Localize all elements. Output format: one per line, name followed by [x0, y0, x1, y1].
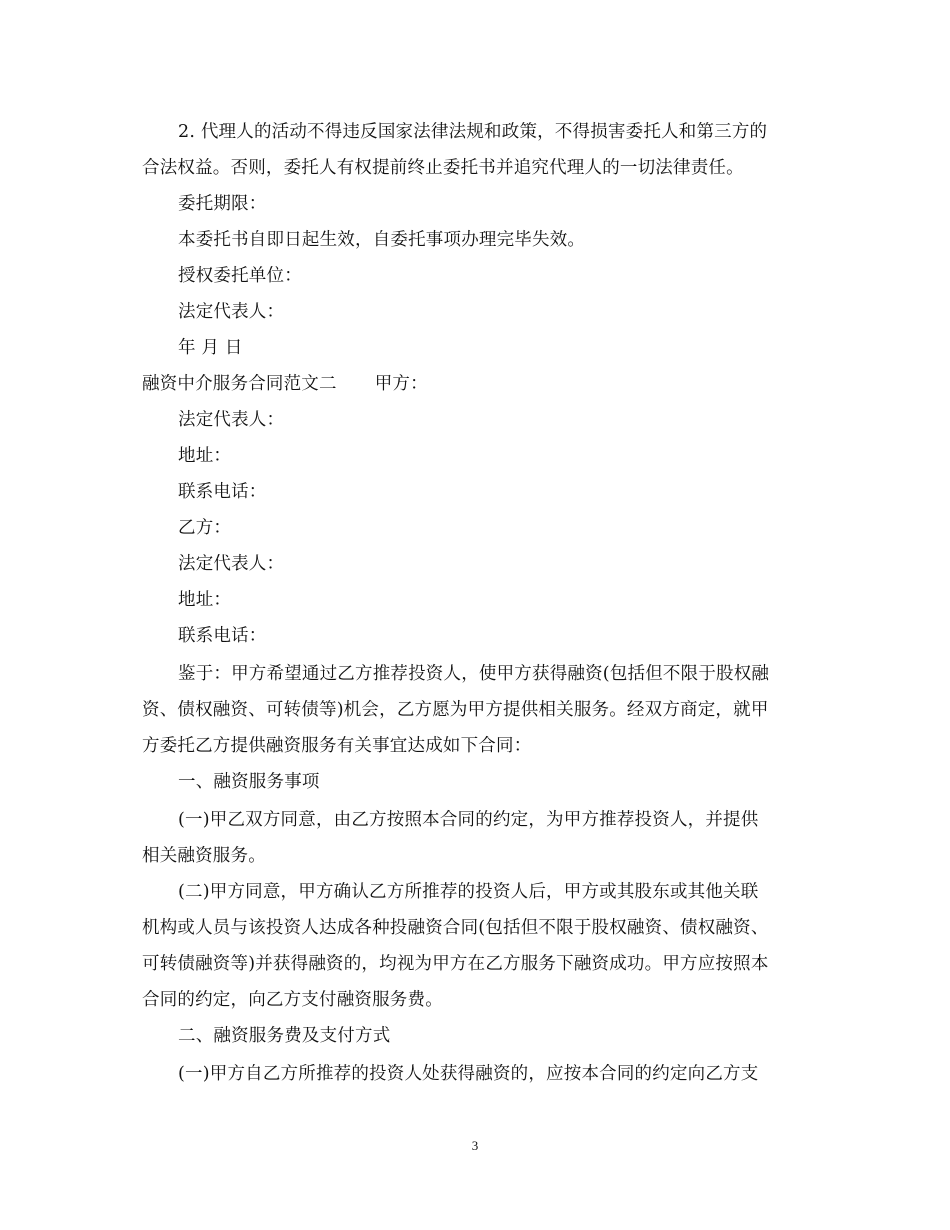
text-line: 地址：: [178, 446, 232, 466]
text-line: 委托期限：: [178, 194, 267, 214]
page-number: 3: [471, 1138, 479, 1153]
text-line: 合法权益。否则，委托人有权提前终止委托书并追究代理人的一切法律责任。: [142, 158, 744, 178]
text-line: (一)甲乙双方同意，由乙方按照本合同的约定，为甲方推荐投资人，并提供: [178, 810, 759, 830]
text-line: 地址：: [178, 590, 232, 610]
text-line: 法定代表人：: [178, 302, 285, 322]
text-line: 鉴于：甲方希望通过乙方推荐投资人，使甲方获得融资(包括但不限于股权融: [178, 664, 770, 684]
text-line: 本委托书自即日起生效，自委托事项办理完毕失效。: [178, 230, 586, 250]
text-line: 联系电话：: [178, 626, 267, 646]
text-line: (一)甲方自乙方所推荐的投资人处获得融资的，应按本合同的约定向乙方支: [178, 1064, 759, 1084]
text-line: 相关融资服务。: [142, 846, 266, 866]
section-title-line: [142, 374, 810, 394]
text-line: 联系电话：: [178, 482, 267, 502]
text-line: 可转债融资等)并获得融资的，均视为甲方在乙方服务下融资成功。甲方应按照本: [142, 954, 769, 974]
text-line: 法定代表人：: [178, 554, 285, 574]
text-line: 方委托乙方提供融资服务有关事宜达成如下合同：: [142, 736, 532, 756]
text-line: (二)甲方同意，甲方确认乙方所推荐的投资人后，甲方或其股东或其他关联: [178, 882, 759, 902]
text-line: 合同的约定，向乙方支付融资服务费。: [142, 990, 443, 1010]
text-line: 2. 代理人的活动不得违反国家法律法规和政策，不得损害委托人和第三方的: [178, 122, 768, 142]
text-line: 机构或人员与该投资人达成各种投融资合同(包括但不限于股权融资、债权融资、: [142, 918, 769, 938]
contract-title: 融资中介服务合同范文二: [142, 374, 337, 394]
heading-line: 一、融资服务事项: [178, 772, 320, 792]
heading-line: 二、融资服务费及支付方式: [178, 1026, 391, 1046]
party-a-label: 甲方：: [374, 374, 428, 394]
text-line: 法定代表人：: [178, 410, 285, 430]
text-line: 授权委托单位：: [178, 266, 302, 286]
text-line: 资、债权融资、可转债等)机会，乙方愿为甲方提供相关服务。经双方商定，就甲: [142, 700, 769, 720]
text-line: 乙方：: [178, 518, 232, 538]
date-line: 年 月 日: [178, 338, 243, 358]
